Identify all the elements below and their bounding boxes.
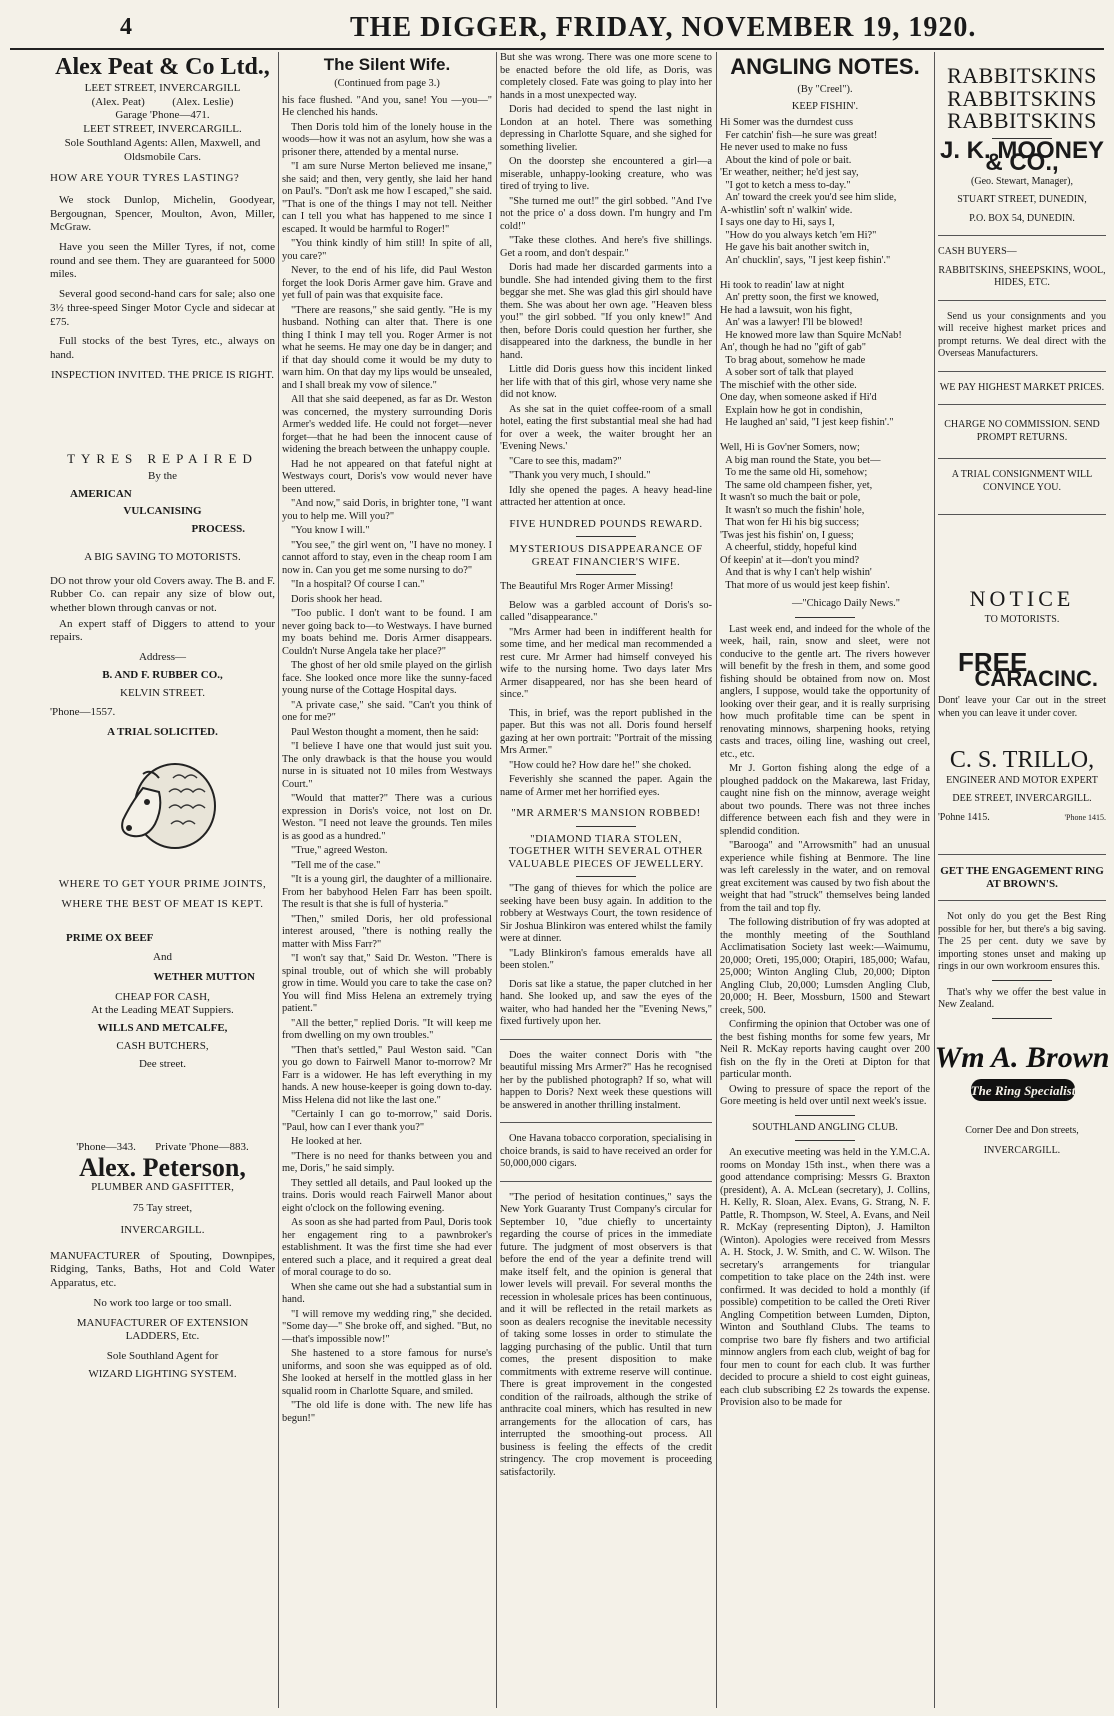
story-paragraph: "True," agreed Weston.: [291, 845, 388, 856]
story-title: The Silent Wife.: [323, 55, 451, 74]
poem-line: It wasn't so much the bait or pole,: [720, 492, 861, 503]
column-rule: [496, 52, 497, 1708]
tyres-full-stocks: Full stocks of the best Tyres, etc., always on hand.: [50, 335, 275, 361]
poem-line: 'Twas jest his fishin' on, I guess;: [720, 529, 854, 541]
club-heading: SOUTHLAND ANGLING CLUB.: [752, 1121, 898, 1133]
trillo-phone: 'Pohne 1415.: [938, 811, 990, 823]
poem-line: The mischief with the other side.: [720, 379, 857, 391]
peterson-trade: PLUMBER AND GASFITTER,: [91, 1180, 234, 1193]
trillo-trade: ENGINEER AND MOTOR EXPERT: [946, 774, 1098, 786]
peat-name: Alex Peat & Co Ltd.,: [55, 54, 270, 80]
story-paragraph: As soon as she had parted from Paul, Doris took her engagement ring to a pawnbroker's establishment. It was the first time she had ever entered such a place, and it required a great deal of moral courage to do so.: [282, 1217, 492, 1278]
poem-line: It wasn't so much the fishin' hole,: [720, 504, 865, 516]
poem-line: That more of us would jest keep fishin'.: [720, 579, 890, 591]
repair-staff: An expert staff of Diggers to attend to your repairs.: [50, 617, 275, 644]
ring-heading: GET THE ENGAGEMENT RING AT BROWN'S.: [940, 865, 1104, 890]
story-paragraph: "Then," smiled Doris, her old professional interest aroused, "there is nothing really the matter with Miss Farr?": [282, 913, 492, 950]
poem-line: A cheerful, stiddy, hopeful kind: [720, 542, 857, 553]
tyres-cars: Several good second-hand cars for sale; also one 3½ three-speed Singer Motor Cycle and sidecar at £75.: [50, 288, 275, 328]
poem-line: "I got to ketch a mess to-day.": [720, 179, 851, 191]
mooney-street: STUART STREET, DUNEDIN,: [957, 194, 1087, 205]
meat-cheap: CHEAP FOR CASH,: [115, 990, 210, 1003]
peat-phone: Garage 'Phone—471.: [115, 109, 210, 122]
story-paragraph: Then Doris told him of the lonely house in the woods—how it was not an asylum, how she was a prisoner there, attended by a mental nurse.: [282, 121, 492, 158]
story-paragraph: Had he not appeared on that fateful night at Westways court, Doris's vow would never have been uttered.: [282, 458, 492, 495]
poem-line: An' chucklin', says, "I jest keep fishin'.": [720, 254, 891, 266]
story-paragraph: Doris sat like a statue, the paper clutched in her hand. She looked up, and saw the eyes of the waiter, who had handed her the "Evening News," fixed furtively upon her.: [500, 978, 712, 1027]
angling-paragraph: Last week end, and indeed for the whole of the week, hail, rain, snow and sleet, were not conducive to the gentle art. The rivers however will benefit by the fresh in them, and some good fishing should be obtained from now on. Most anglers, I suppose, would take the opportunity of looking over their gear, and it is really surprising how much profitable time can be spent in renovating minnows, sharpening hooks, retying casts and traces, oiling line, washing out creel, etc., etc.: [720, 623, 930, 760]
story-paragraph: "Lady Blinkiron's famous emeralds have all been stolen.": [500, 947, 712, 971]
repair-trial: A TRIAL SOLICITED.: [107, 725, 218, 738]
meat-ox-beef: PRIME OX BEEF: [66, 931, 154, 944]
story-paragraph: This, in brief, was the report published in the paper. But this was not all. Doris found herself gazing at her own portrait: "Portrait of the missing Mrs Armer.": [500, 707, 712, 756]
poem-line: Explain how he got in condishin,: [720, 404, 863, 416]
story-paragraph: "You know I will.": [291, 525, 370, 536]
story-paragraph: Doris had decided to spend the last night in London at an hotel. There was something depressing in Charlotte Square, and she sighed for something livelier.: [500, 104, 712, 153]
angling-paragraph: Owing to pressure of space the report of the Gore meeting is held over until next week's issue.: [720, 1083, 930, 1107]
tyres-question: HOW ARE YOUR TYRES LASTING?: [50, 172, 240, 185]
poem-line: A big man round the State, you bet—: [720, 454, 881, 466]
mooney-name: J. K. MOONEY & CO.,: [939, 136, 1105, 176]
story-paragraph: He looked at her.: [291, 1136, 362, 1147]
story-paragraph: "Thank you very much, I should.": [509, 470, 651, 481]
page-number: 4: [120, 14, 132, 40]
story-paragraph: "I am sure Nurse Merton believed me insane," she said; and then, very gently, she laid her hand on Paul's. "Don't ask me how I escaped," she said. "That is one of the things I may not tell. Neither can I tell you what has happened to me since I escaped. It would be harmful to Roger!": [282, 161, 492, 235]
poem-line: [720, 267, 930, 280]
story-paragraph: "You think kindly of him still! In spite of all, you care?": [282, 238, 492, 262]
story-paragraph: "And now," said Doris, in brighter tone, "I want you to help me. Will you?": [282, 498, 492, 522]
story-paragraph: "Mrs Armer had been in indifferent health for some time, and her medical man recommended a rest cure. Mr Armer had himself conveyed his wife to the nursing home. Two days later Mrs Armer disappeared, nor has she been heard of since.": [500, 626, 712, 700]
poem-title: KEEP FISHIN'.: [791, 100, 859, 112]
peterson-job: No work too large or too small.: [93, 1296, 232, 1309]
story-paragraph: "Too public. I don't want to be found. I am never going back to—to Westways. I have burned my boats behind me. Doris Armer disappears. Couldn't Nurse Angela take her place?": [282, 608, 492, 657]
meat-dee-street: Dee street.: [138, 1057, 187, 1070]
poem-line: About the kind of pole or bait.: [720, 154, 852, 166]
repair-company: B. AND F. RUBBER CO.,: [102, 668, 223, 681]
mooney-cash-items: RABBITSKINS, SHEEPSKINS, WOOL, HIDES, ETC.: [938, 264, 1106, 288]
poem-line: Of keepin' at it—don't you mind?: [720, 554, 860, 566]
mooney-trial: A TRIAL CONSIGNMENT WILL CONVINCE YOU.: [951, 469, 1093, 493]
peterson-wizard: WIZARD LIGHTING SYSTEM.: [88, 1367, 237, 1380]
news-guaranty-trust: "The period of hesitation continues," says the New York Guaranty Trust Company's circular for September 10, "due chiefly to uncertainty regarding the course of prices in the immediate future. The judgment of most observers is that before the end of the year a definite trend will make itself felt, and the opinion is general that lower levels will prevail. For several months the recession in wholesale prices has been continuous, and it will be reflected in the retail markets as soon as dealers recognise the inevitable necessity of taking some losses in order to stimulate the lagging purchasing of the public. Until that turn comes, the present disposition to make commitments with extreme reserve will continue. There is great improvement in the congested condition of the railroads, although the strike of anthracite coal miners, which has resulted in new arrangements for the allocation of cars, has interrupted the smoothing-out process. All business is feeling the effects of the credit stringency. The crop movement is proceeding satisfactorily.: [500, 1191, 712, 1478]
story-paragraph: But she was wrong. There was one more scene to be enacted before the old life, as Doris, was completely closed. Fate was going to play into her hands in a most unexpected way.: [500, 52, 712, 101]
peat-address: LEET STREET, INVERCARGILL: [84, 82, 241, 94]
poem-line: To brag about, somehow he made: [720, 354, 866, 366]
mooney-charge: CHARGE NO COMMISSION. SEND PROMPT RETURNS.: [944, 419, 1100, 443]
poem-line: He gave his bait another switch in,: [720, 242, 870, 253]
poem-line: He laughed an' said, "I jest keep fishin'.": [720, 417, 894, 428]
tyres-miller: Have you seen the Miller Tyres, if not, come round and see them. They are guaranteed for 5000 miles.: [50, 241, 275, 281]
meat-wether: WETHER MUTTON: [153, 971, 255, 984]
poem-line: An', though he had no "gift of gab": [720, 342, 866, 353]
story-paragraph: Idly she opened the pages. A heavy head-line attracted her attention at once.: [500, 484, 712, 508]
story-paragraph: When she came out she had a substantial sum in hand.: [282, 1281, 492, 1305]
ring-body: Not only do you get the Best Ring possible for her, but there's a big saving. The 25 per cent. duty we save by importing stones unset and making up rings in our own workroom ensures this.: [938, 911, 1106, 972]
notice-heading: NOTICE: [969, 586, 1075, 611]
peterson-city: INVERCARGILL.: [120, 1224, 205, 1237]
news-havana: One Havana tobacco corporation, specialising in choice brands, is said to have received an order for 50,000,000 cigars.: [500, 1133, 712, 1169]
brown-city: INVERCARGILL.: [983, 1145, 1061, 1156]
poem: [720, 117, 930, 592]
caracinc-heading: CARACINC.: [974, 665, 1098, 691]
poem-line: The same old champeen fisher, yet,: [720, 479, 873, 491]
mooney-manager: (Geo. Stewart, Manager),: [971, 175, 1073, 187]
repair-street: KELVIN STREET.: [120, 686, 205, 699]
rabbitskins-1: RABBITSKINS: [947, 63, 1097, 88]
story-paragraph: Little did Doris guess how this incident linked her life with that of this girl, whose very name she did not know.: [500, 364, 712, 400]
story-paragraph: "There are reasons," she said gently. "He is my husband. Nothing can alter that. There is one thing I think I may tell you. Roger Armer is not what he seems. He may one day be in danger; and if that day should come it would be my duty to warn him. On that day my lips would be unsealed, and I shall break my vow of silence.": [282, 304, 492, 391]
story-paragraph: "She turned me out!" the girl sobbed. "And I've not the price o' a doss down. I'm hungry and I'm cold!": [500, 195, 712, 232]
repair-saving: A BIG SAVING TO MOTORISTS.: [84, 550, 241, 563]
peterson-agent: Sole Southland Agent for: [106, 1349, 219, 1362]
repair-american: AMERICAN: [70, 487, 132, 500]
story-paragraph: "Certainly I can go to-morrow," said Doris. "Paul, how can I ever thank you?": [282, 1109, 492, 1133]
rabbitskins-3: RABBITSKINS: [947, 108, 1097, 133]
poem-line: He knowed more law than Squire McNab!: [720, 329, 902, 341]
notice-body: Dont' leave your Car out in the street when you can leave it under cover.: [938, 695, 1106, 719]
column-angling-notes: [720, 52, 930, 1708]
poem-line: Well, Hi is Gov'ner Somers, now;: [720, 442, 860, 453]
story-paragraph: All that she said deepened, as far as Dr. Weston was concerned, the mystery surrounding Doris Armer's wedded life. He could not forget—never forget—that he had been the innocent cause of widening the breach between the unhappy couple.: [282, 394, 492, 455]
headline-tiara: "DIAMOND TIARA STOLEN, TOGETHER WITH SEVERAL OTHER VALUABLE PIECES OF JEWELLERY.: [508, 832, 704, 870]
poem-line: [720, 430, 930, 443]
angling-paragraph: Confirming the opinion that October was one of the best fishing months for some few years, Mr Neil R. McKay reports having caught over 200 fish on the fly in the Oreti at Dipton for that particular month.: [720, 1019, 930, 1080]
peterson-name: Alex. Peterson,: [79, 1152, 246, 1182]
peat-people: (Alex. Peat) (Alex. Leslie): [91, 95, 234, 108]
repair-process: PROCESS.: [191, 523, 245, 536]
club-report: An executive meeting was held in the Y.M.C.A. rooms on Monday 15th inst., when there was a good attendance comprising: Messrs G. Braxton (president), A. A. McLean (secretary), J. Collins, H. Kelly, R. Sloan, Alex. Evans, G. Strang, N. F. Pattle, R. Thompson, W. Steel, A. Evans, and Neil R. McKay (representing Dipton), J. Hamilton (Winton). Apologies were received from Messrs A. H. Stock, J. W. Smith, and C. W. Wilson. The secretary's arrangements for triangular competition to take place on the 24th inst. were confirmed. It was decided to hold a monthly (if possible) competition to be called the Oreti River Angling Competition between Lumden, Dipton, Winton and Southland Clubs. The teams to comprise two bare fly fishers and two artificial minnow anglers from each club, weight of bag for four men to count for each club. It was further decided to procure a shield to cost eight guineas, each club subscribing £2 2s towards the expense. Provision also to be made for: [720, 1147, 930, 1408]
meat-cash-butchers: CASH BUTCHERS,: [116, 1039, 209, 1052]
brown-corner: Corner Dee and Don streets,: [965, 1124, 1079, 1136]
poem-line: A-whistlin' soft n' walkin' wide.: [720, 204, 853, 216]
angling-paragraph: Mr J. Gorton fishing along the edge of a ploughed paddock on the Makarewa, last Friday, caught nine fish on the minnow, average weight about two pounds. There was not three inches difference between each fish and they were in splendid condition.: [720, 763, 930, 837]
masthead: [10, 8, 1104, 50]
peat-agents: Sole Southland Agents: Allen, Maxwell, and Oldsmobile Cars.: [64, 136, 261, 163]
story-paragraph: Never, to the end of his life, did Paul Weston forget the look Doris Armer gave him. Grave and yet full of pain was that exquisite face.: [282, 265, 492, 301]
rabbitskins-2: RABBITSKINS: [947, 85, 1097, 111]
angling-paragraph: "Barooga" and "Arrowsmith" had an unusual experience while fishing at Benmore. The line was left carelessly in the water, and on removal great excitement was caused by two fish about the weight that had "struck" themselves being landed from the tail and top fly.: [720, 840, 930, 914]
repair-body: DO not throw your old Covers away. The B. and F. Rubber Co. can repair any size of blow out, whether blown through canvas or not.: [50, 574, 275, 614]
column-advertisements-right: [934, 52, 1110, 1708]
story-paragraph: Doris had made her discarded garments into a bundle. She had intended giving them to the first beggar she met. She was glad this girl should have them. She was about her own age. "Heaven bless you!" the girl sobbed. "If you only knew!" And then, before Doris could question her further, she disappeared into the darkness, the bundle in her hand.: [500, 262, 712, 361]
story-paragraph: "There is no need for thanks between you and me, Doris," he said simply.: [282, 1150, 492, 1174]
brown-logo-name: Wm A. Brown: [934, 1040, 1110, 1074]
sheep-head-icon: [103, 748, 223, 858]
mooney-cash-buyers: CASH BUYERS—: [938, 246, 1017, 257]
peterson-extension: MANUFACTURER OF EXTENSION LADDERS, Etc.: [76, 1316, 249, 1343]
column-story-continued: [500, 52, 712, 1708]
headline-robbed: "MR ARMER'S MANSION ROBBED!: [511, 807, 701, 819]
free-heading: FREE: [958, 647, 1028, 677]
poem-line: "How do you always ketch 'em Hi?": [720, 229, 877, 241]
poem-line: I says one day to Hi, says I,: [720, 217, 835, 228]
repair-heading: TYRES REPAIRED: [67, 451, 258, 467]
story-paragraph: The ghost of her old smile played on the girlish face. She looked once more like the sunny-faced young nurse of the Cottage Hospital days.: [282, 660, 492, 696]
story-paragraph: They settled all details, and Paul looked up the trains. Doris would reach Fairwell Manor about eight o'clock on the following evening.: [282, 1177, 492, 1214]
meat-heading: WHERE TO GET YOUR PRIME JOINTS, WHERE THE BEST OF MEAT IS KEPT.: [58, 877, 267, 910]
story-paragraph: "Then that's settled," Paul Weston said. "Can you go down to Fairwell Manor to-morrow? Mr Farr is a widower. He has left everything in my hands. A new house-keeper is going down to-day. Miss Helena did not like the last one.": [282, 1044, 492, 1106]
trillo-name: C. S. TRILLO,: [949, 747, 1095, 773]
story-paragraph: "The old life is done with. The new life has begun!": [282, 1400, 492, 1424]
story-paragraph: "Tell me of the case.": [291, 859, 381, 871]
trillo-phone-2: 'Phone 1415.: [1064, 812, 1106, 822]
poem-line: And that is why I can't help wishin': [720, 567, 872, 578]
headline-disappearance: MYSTERIOUS DISAPPEARANCE OF GREAT FINANCIER'S WIFE.: [509, 543, 703, 568]
story-paragraph: "A private case," she said. "Can't you think of one for me?": [282, 699, 492, 723]
poem-line: He never used to make no fuss: [720, 142, 848, 153]
notice-motorists: TO MOTORISTS.: [984, 613, 1060, 625]
trillo-street: DEE STREET, INVERCARGILL.: [952, 793, 1092, 804]
peterson-street: 75 Tay street,: [132, 1202, 193, 1215]
peat-address-2: LEET STREET, INVERCARGILL.: [83, 123, 242, 136]
repair-vulcanising: VULCANISING: [123, 505, 202, 518]
meat-and: And: [153, 951, 172, 964]
story-paragraph: "I believe I have one that would just suit you. The only drawback is that the house you would nurse in is situated not 10 miles from Westways Court.": [282, 741, 492, 790]
poem-line: Hi Somer was the durndest cuss: [720, 117, 854, 128]
column-rule: [278, 52, 279, 1708]
poem-line: He had a lawsuit, won his fight,: [720, 304, 853, 316]
column-silent-wife: [282, 52, 492, 1708]
poem-line: Hi took to readin' law at night: [720, 279, 845, 291]
story-paragraph: Below was a garbled account of Doris's so-called "disappearance.": [500, 599, 712, 623]
brown-ring-specialist-logo: [934, 1027, 1110, 1117]
meat-wills: WILLS AND METCALFE,: [97, 1022, 228, 1035]
angling-title: ANGLING NOTES.: [730, 54, 920, 79]
story-teaser: Does the waiter connect Doris with "the beautiful missing Mrs Armer?" Has he recognised her by the published photograph? If so, what will happen to Doris? Next week these questions will be answered in another thrilling instalment.: [500, 1049, 712, 1111]
story-paragraph: She hastened to a store famous for nurse's uniforms, and soon she was equipped as of old. She looked at herself in the mottled glass in her squalid room in Charlotte Square, and smiled.: [282, 1348, 492, 1397]
poem-line: An' was a lawyer! I'll be blowed!: [720, 317, 863, 328]
mooney-highest: WE PAY HIGHEST MARKET PRICES.: [939, 381, 1105, 393]
tyres-inspection: INSPECTION INVITED. THE PRICE IS RIGHT.: [51, 368, 274, 381]
headline-reward: FIVE HUNDRED POUNDS REWARD.: [509, 517, 703, 530]
poem-source: —"Chicago Daily News.": [791, 598, 900, 609]
story-paragraph: Doris shook her head.: [291, 593, 383, 605]
poem-line: An' pretty soon, the first we knowed,: [720, 292, 879, 303]
story-paragraph: Feverishly she scanned the paper. Again the name of Armer met her horrified eyes.: [500, 774, 712, 798]
ring-best-value: That's why we offer the best value in New Zealand.: [938, 986, 1106, 1010]
column-rule: [716, 52, 717, 1708]
column-rule: [934, 52, 935, 1708]
column-advertisements-left: [50, 52, 275, 1708]
story-paragraph: Paul Weston thought a moment, then he said:: [291, 726, 479, 738]
poem-line: Fer catchin' fish—he sure was great!: [720, 129, 878, 141]
poem-line: 'Er weather, neither; he'd jest say,: [720, 167, 859, 178]
story-paragraph: "Would that matter?" There was a curious expression in Doris's voice, not lost on Dr. Weston. "I need not leave the grounds. Ten miles is as good as a hundred.": [282, 793, 492, 842]
poem-line: An' toward the creek you'd see him slide,: [720, 192, 897, 203]
story-paragraph: As she sat in the quiet coffee-room of a small hotel, eating the first substantial meal she had had for over a week, the waiter brought her an 'Evening News.': [500, 403, 712, 452]
mooney-consign: Send us your consignments and you will receive highest market prices and prompt returns. We deal direct with the Overseas Manufacturers.: [938, 310, 1106, 359]
poem-line: To me the same old Hi, somehow;: [720, 467, 868, 478]
story-paragraph: "The gang of thieves for which the police are seeking have been busy again. In addition to the robbery at Westways Court, the town residence of Sir Joshua Blinkiron was entered whilst the family were at dinner.: [500, 883, 712, 944]
newspaper-title: THE DIGGER, FRIDAY, NOVEMBER 19, 1920.: [350, 12, 977, 43]
story-paragraph: "You see," the girl went on, "I have no money. I cannot afford to stay, even in the cheap room I am now in. Can you get me some nursing to do?": [282, 539, 492, 576]
repair-by: By the: [147, 470, 178, 483]
repair-phone: 'Phone—1557.: [50, 706, 116, 719]
mooney-box: P.O. BOX 54, DUNEDIN.: [969, 212, 1075, 224]
story-paragraph: "Care to see this, madam?": [509, 455, 622, 467]
meat-leading: At the Leading MEAT Suppiers.: [91, 1004, 234, 1017]
story-paragraph: his face flushed. "And you, sane! You —you—" He clenched his hands.: [282, 94, 492, 118]
peterson-phones: 'Phone—343. Private 'Phone—883.: [76, 1141, 249, 1154]
story-paragraph: "I will remove my wedding ring," she decided. "Some day—" She broke off, and sighed. "But, no—that's impossible now!": [282, 1308, 492, 1345]
story-paragraph: "I won't say that," Said Dr. Weston. "There is spinal trouble, out of which she will probably grow in time. Would you care to take the case on? You will find Miss Helena an extremely trying patient.": [282, 953, 492, 1014]
story-paragraph: "All the better," replied Doris. "It will keep me from dwelling on my own troubles.": [282, 1017, 492, 1041]
poem-line: A sober sort of talk that played: [720, 367, 854, 378]
poem-line: One day, when someone asked if Hi'd: [720, 392, 877, 403]
story-paragraph: "How could he? How dare he!" she choked.: [509, 759, 692, 771]
tyres-stock: We stock Dunlop, Michelin, Goodyear, Bergougnan, Spencer, Moulton, Avon, Miller, McGraw.: [50, 193, 275, 234]
headline-missing: The Beautiful Mrs Roger Armer Missing!: [500, 581, 674, 592]
story-paragraph: "Take these clothes. And here's five shillings. Get a room, and don't despair.": [500, 235, 712, 259]
poem-line: That won fer Hi his big success;: [720, 517, 860, 528]
brown-logo-tagline: The Ring Specialist: [970, 1082, 1076, 1098]
angling-paragraph: The following distribution of fry was adopted at the monthly meeting of the Southland Acclimatisation Society last week:—Waimumu, 20,000; Oreti, 195,000; Otapiri, 185,000; Wafau, 25,000; Winton Angling Club, 20,000; Dipton Angling Club, 20,000; Lumsden Angling Club, 20,000; H. Beer, Mossburn, 1500 and Stewart creek, 500.: [720, 917, 930, 1016]
story-paragraph: "It is a young girl, the daughter of a millionaire. From her babyhood Helen Farr has been spoilt. The result is that she is full of hysteria.": [282, 874, 492, 910]
angling-byline: (By "Creel").: [797, 84, 853, 95]
story-continued: (Continued from page 3.): [334, 78, 440, 89]
story-paragraph: On the doorstep she encountered a girl—a miserable, unhappy-looking creature, who was tired of trying to live.: [500, 156, 712, 192]
peterson-body: MANUFACTURER of Spouting, Downpipes, Ridging, Tanks, Baths, Hot and Cold Water Apparatus, etc.: [50, 1249, 275, 1290]
story-paragraph: "In a hospital? Of course I can.": [291, 579, 425, 590]
repair-address-label: Address—: [138, 651, 187, 664]
